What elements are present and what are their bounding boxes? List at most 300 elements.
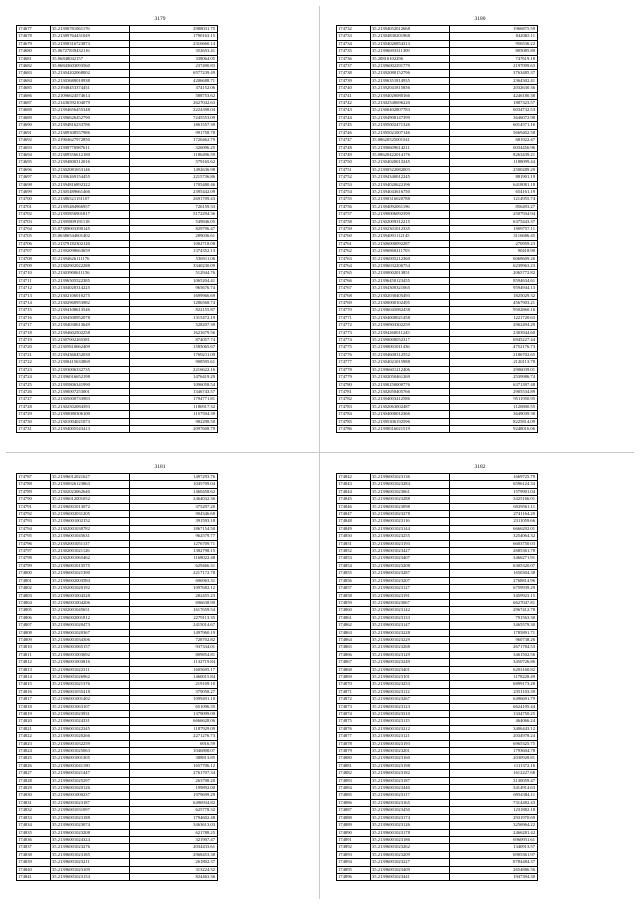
value-cell: 2691709.43	[130, 196, 218, 203]
value-cell: 6014571.16	[450, 122, 538, 129]
coefficient-cell: 35.21396001013575	[51, 562, 130, 569]
table-row	[337, 26, 538, 33]
row-id-cell: 174714	[17, 300, 51, 307]
value-cell: 965676.74	[130, 285, 218, 292]
table-row	[17, 585, 218, 592]
value-cell: 1579901.04	[450, 488, 538, 495]
table-row	[17, 329, 218, 336]
value-cell: 2120113.78	[450, 359, 538, 366]
table-row	[17, 711, 218, 718]
row-id-cell: 174869	[337, 673, 371, 680]
table-row	[337, 711, 538, 718]
coefficient-cell: 35.21305810662409	[51, 344, 130, 351]
table-row	[337, 388, 538, 395]
coefficient-cell: 35.21393006332735	[51, 366, 130, 373]
value-cell: 6496691.79	[450, 696, 538, 703]
value-cell: 1585065.67	[130, 344, 218, 351]
coefficient-cell: 35.21396001022345	[51, 725, 130, 732]
coefficient-cell: 35.21904627972850	[51, 137, 130, 144]
row-id-cell: 174724	[17, 374, 51, 381]
value-cell: 3461502.56	[450, 651, 538, 658]
value-cell: 2217172.78	[130, 570, 218, 577]
row-id-cell: 174736	[337, 55, 371, 62]
coefficient-cell: 35.21394340012245	[371, 174, 450, 181]
value-cell: 1794602.48	[130, 814, 218, 821]
page-number: 3179	[154, 16, 166, 22]
row-id-cell: 174839	[17, 859, 51, 866]
value-cell: 3459923.15	[450, 592, 538, 599]
row-id-cell: 174805	[17, 607, 51, 614]
table-row	[17, 629, 218, 636]
coefficient-cell: 35.21396001020473	[51, 622, 130, 629]
value-cell: 1315472.19	[130, 314, 218, 321]
row-id-cell: 174860	[337, 607, 371, 614]
data-table	[16, 25, 218, 433]
value-cell: 1214955.74	[450, 196, 538, 203]
row-id-cell: 174765	[337, 270, 371, 277]
table-row	[337, 474, 538, 481]
coefficient-cell: 35.21302902022288	[51, 263, 130, 270]
coefficient-cell: 35.21392001051137	[51, 540, 130, 547]
table-row	[17, 644, 218, 651]
row-id-cell: 174825	[17, 755, 51, 762]
value-cell: 536911.06	[130, 255, 218, 262]
value-cell: 1492636.98	[130, 166, 218, 173]
value-cell: 1657706.12	[130, 762, 218, 769]
row-id-cell: 174877	[337, 733, 371, 740]
row-id-cell: 174894	[337, 859, 371, 866]
table-row	[337, 159, 538, 166]
coefficient-cell: 35.21390316020788	[371, 196, 450, 203]
table-row	[337, 822, 538, 829]
row-id-cell: 174690	[17, 122, 51, 129]
coefficient-cell: 35.21390007253001	[51, 388, 130, 395]
coefficient-cell: 35.21390006092399	[371, 211, 450, 218]
table-row	[337, 548, 538, 555]
value-cell: 3254064.32	[450, 533, 538, 540]
table-row	[337, 270, 538, 277]
coefficient-cell: 35.21394800312016	[51, 159, 130, 166]
row-id-cell: 174808	[17, 629, 51, 636]
coefficient-cell: 35.21396001023201	[371, 748, 450, 755]
coefficient-cell: 35.21396002003584	[51, 577, 130, 584]
row-id-cell: 174796	[17, 540, 51, 547]
coefficient-cell: 35.06843603093560	[51, 63, 130, 70]
coefficient-cell: 35.21396001023178	[371, 829, 450, 836]
row-id-cell: 174880	[337, 755, 371, 762]
coefficient-cell: 35.21396001023401	[371, 666, 450, 673]
table-row	[17, 292, 218, 299]
coefficient-cell: 35.21396001023174	[371, 814, 450, 821]
row-id-cell: 174821	[17, 725, 51, 732]
value-cell: 5669402.58	[450, 129, 538, 136]
value-cell: 2415014.67	[130, 622, 218, 629]
table-row	[17, 77, 218, 84]
table-row	[337, 248, 538, 255]
row-id-cell: 174772	[337, 322, 371, 329]
value-cell: 1111372.16	[450, 762, 538, 769]
value-cell: 338064.05	[130, 55, 218, 62]
value-cell: 2988031.75	[130, 26, 218, 33]
coefficient-cell: 35.21396269154455	[51, 174, 130, 181]
row-id-cell: 174700	[17, 196, 51, 203]
value-cell: 696963.31	[130, 577, 218, 584]
row-id-cell: 174705	[17, 233, 51, 240]
value-cell: 728702.82	[130, 636, 218, 643]
row-id-cell: 174804	[17, 599, 51, 606]
row-id-cell: 174819	[17, 711, 51, 718]
coefficient-cell: 35.21396001023278	[371, 511, 450, 518]
value-cell: 2500289.29	[450, 166, 538, 173]
row-id-cell: 174830	[17, 792, 51, 799]
table-row	[17, 577, 218, 584]
value-cell: 856493.27	[450, 203, 538, 210]
row-id-cell: 174756	[337, 203, 371, 210]
row-id-cell: 174689	[17, 114, 51, 121]
coefficient-cell: 35.21396001023276	[51, 844, 130, 851]
table-row	[337, 785, 538, 792]
coefficient-cell: 35.21396001023227	[371, 859, 450, 866]
value-cell: 9502860.16	[450, 307, 538, 314]
row-id-cell: 174864	[337, 636, 371, 643]
row-id-cell: 174832	[17, 807, 51, 814]
coefficient-cell: 35.21396001035418	[51, 688, 130, 695]
row-id-cell: 174833	[17, 814, 51, 821]
coefficient-cell: 35.21396001023112	[371, 688, 450, 695]
value-cell: 1621679.56	[130, 329, 218, 336]
coefficient-cell: 35.21396693311309	[371, 48, 450, 55]
value-cell: 1186917.32	[130, 403, 218, 410]
table-row	[17, 622, 218, 629]
coefficient-cell: 35.21396001023207	[371, 577, 450, 584]
value-cell: 199892.00	[130, 785, 218, 792]
table-row	[17, 518, 218, 525]
value-cell: 2507934.94	[450, 211, 538, 218]
table-row	[337, 166, 538, 173]
table-row	[17, 592, 218, 599]
table-row	[17, 277, 218, 284]
coefficient-cell: 35.06848042157	[51, 55, 130, 62]
value-cell: 3465579.30	[450, 622, 538, 629]
row-id-cell: 174889	[337, 822, 371, 829]
coefficient-cell: 35.21302001045651	[51, 607, 130, 614]
row-id-cell: 174866	[337, 651, 371, 658]
coefficient-cell: 35.21396001023127	[371, 585, 450, 592]
row-id-cell: 174882	[337, 770, 371, 777]
row-id-cell: 174797	[17, 548, 51, 555]
value-cell: 219109.10	[130, 681, 218, 688]
value-cell: 1861557.39	[130, 122, 218, 129]
coefficient-cell: 35.21396001023144	[371, 525, 450, 532]
coefficient-cell: 35.21396001023101	[371, 673, 450, 680]
coefficient-cell: 35.21396450123455	[371, 277, 450, 284]
coefficient-cell: 35.21396001023142	[371, 607, 450, 614]
value-cell: 960738.26	[450, 636, 538, 643]
coefficient-cell: 35.21302023062640	[51, 488, 130, 495]
table-row	[337, 733, 538, 740]
row-id-cell: 174753	[337, 181, 371, 188]
row-id-cell: 174681	[17, 55, 51, 62]
table-row	[337, 792, 538, 799]
coefficient-cell: 35.21396001023126	[371, 822, 450, 829]
coefficient-cell: 35.21396001023136	[371, 474, 450, 481]
value-cell: 263798.20	[130, 777, 218, 784]
row-id-cell: 174745	[337, 122, 371, 129]
table-row	[17, 555, 218, 562]
table-row	[337, 48, 538, 55]
value-cell: 696638.90	[130, 599, 218, 606]
row-id-cell: 174853	[337, 555, 371, 562]
coefficient-cell: 35.21390781061176	[51, 26, 130, 33]
table-row	[17, 211, 218, 218]
row-id-cell: 174683	[17, 70, 51, 77]
coefficient-cell: 35.21394108613546	[51, 307, 130, 314]
coefficient-cell: 35.21396005212360	[371, 255, 450, 262]
row-id-cell: 174848	[337, 518, 371, 525]
coefficient-cell: 35.21395809191118	[51, 218, 130, 225]
coefficient-cell: 35.21396001023287	[371, 570, 450, 577]
table-row	[17, 703, 218, 710]
row-id-cell: 174774	[337, 337, 371, 344]
table-row	[17, 418, 218, 425]
row-id-cell: 174702	[17, 211, 51, 218]
table-row	[337, 755, 538, 762]
value-cell: 1374352.13	[130, 248, 218, 255]
row-id-cell: 174758	[337, 218, 371, 225]
table-row	[17, 718, 218, 725]
value-cell: 1097682.12	[130, 585, 218, 592]
table-row	[17, 233, 218, 240]
row-id-cell: 174893	[337, 851, 371, 858]
row-id-cell: 174845	[337, 496, 371, 503]
value-cell: 1276709.71	[130, 540, 218, 547]
row-id-cell: 174763	[337, 255, 371, 262]
row-id-cell: 174742	[337, 100, 371, 107]
value-cell: 1099491.10	[130, 696, 218, 703]
table-row	[337, 211, 538, 218]
row-id-cell: 174688	[17, 107, 51, 114]
row-id-cell: 174867	[337, 659, 371, 666]
table-row	[337, 40, 538, 47]
coefficient-cell: 35.21396001013072	[51, 503, 130, 510]
table-row	[337, 114, 538, 121]
value-cell: 2351103.39	[450, 688, 538, 695]
coefficient-cell: 35.21396001023427	[371, 548, 450, 555]
coefficient-cell: 35.21394656455348	[51, 107, 130, 114]
table-row	[337, 814, 538, 821]
coefficient-cell: 35.21396001023186	[371, 836, 450, 843]
coefficient-cell: 35.21396001023074	[51, 822, 130, 829]
value-cell: 874057.74	[130, 337, 218, 344]
value-cell: 2030928.81	[450, 755, 538, 762]
coefficient-cell: 35.21396001021447	[51, 770, 130, 777]
page-number: 3182	[474, 464, 486, 470]
row-id-cell: 174719	[17, 337, 51, 344]
row-id-cell: 174786	[337, 425, 371, 432]
row-id-cell: 174730	[17, 418, 51, 425]
value-cell: 2685361.78	[450, 548, 538, 555]
table-row	[337, 196, 538, 203]
coefficient-cell: 35.21396001023450	[371, 807, 450, 814]
table-row	[337, 33, 538, 40]
table-row	[17, 636, 218, 643]
table-row	[17, 533, 218, 540]
table-row	[17, 270, 218, 277]
value-cell: 3450726.86	[450, 659, 538, 666]
coefficient-cell: 35.21304020013245	[371, 159, 450, 166]
table-row	[17, 100, 218, 107]
table-row	[17, 203, 218, 210]
coefficient-cell: 35.21390316723873	[51, 40, 130, 47]
row-id-cell: 174826	[17, 762, 51, 769]
coefficient-cell: 35.21302502084393	[51, 403, 130, 410]
value-cell: 1867154.50	[130, 525, 218, 532]
coefficient-cell: 35.21396001023268	[371, 644, 450, 651]
row-id-cell: 174887	[337, 807, 371, 814]
value-cell: 9511950.95	[450, 396, 538, 403]
row-id-cell: 174761	[337, 240, 371, 247]
row-id-cell: 174712	[17, 285, 51, 292]
row-id-cell: 174783	[337, 403, 371, 410]
coefficient-cell: 35.21396001023185	[51, 851, 130, 858]
row-id-cell: 174811	[17, 651, 51, 658]
coefficient-cell: 35.21302009312215	[371, 218, 450, 225]
table-row	[337, 285, 538, 292]
row-id-cell: 174710	[17, 270, 51, 277]
value-cell: 681922.47	[450, 137, 538, 144]
row-id-cell: 174741	[337, 92, 371, 99]
value-cell: 937334.01	[130, 644, 218, 651]
table-row	[337, 673, 538, 680]
value-cell: 747619.18	[450, 55, 538, 62]
table-row	[17, 33, 218, 40]
coefficient-cell: 35.21392041815856	[371, 85, 450, 92]
value-cell: 2303944.60	[450, 329, 538, 336]
coefficient-cell: 35.21395856901817	[51, 211, 130, 218]
row-id-cell: 174886	[337, 799, 371, 806]
value-cell: 6627047.81	[450, 599, 538, 606]
table-row	[337, 329, 538, 336]
value-cell: 6418081.18	[450, 181, 538, 188]
row-id-cell: 174737	[337, 63, 371, 70]
table-row	[17, 548, 218, 555]
coefficient-cell: 35.21396001023267	[371, 696, 450, 703]
table-row	[337, 592, 538, 599]
data-table	[336, 473, 538, 881]
table-row	[337, 666, 538, 673]
coefficient-cell: 35.21392301012335	[371, 225, 450, 232]
value-cell: 2197099.63	[450, 63, 538, 70]
row-id-cell: 174840	[17, 866, 51, 873]
coefficient-cell: 35.21396001023198	[371, 762, 450, 769]
row-id-cell: 174837	[17, 844, 51, 851]
value-cell: 2768814.96	[450, 577, 538, 584]
table-row	[337, 292, 538, 299]
value-cell: 2967412.78	[450, 607, 538, 614]
row-id-cell: 174836	[17, 836, 51, 843]
value-cell: 2316660.14	[130, 40, 218, 47]
row-id-cell: 174794	[17, 525, 51, 532]
coefficient-cell: 35.21395002471326	[371, 122, 450, 129]
row-id-cell: 174711	[17, 277, 51, 284]
coefficient-cell: 35.21396002291779	[371, 63, 450, 70]
value-cell: 1132719.84	[130, 659, 218, 666]
row-id-cell: 174726	[17, 388, 51, 395]
coefficient-cell: 35.21396001023253	[371, 681, 450, 688]
row-id-cell: 174807	[17, 622, 51, 629]
coefficient-cell: 35.21396001025063	[51, 748, 130, 755]
row-id-cell: 174862	[337, 622, 371, 629]
value-cell: 805085.80	[450, 48, 538, 55]
table-row	[337, 381, 538, 388]
coefficient-cell: 35.21396012021627	[51, 474, 130, 481]
table-row	[17, 48, 218, 55]
value-cell: 90418.90	[450, 248, 538, 255]
table-row	[17, 866, 218, 873]
page-panel-2	[320, 0, 640, 452]
row-id-cell: 174878	[337, 740, 371, 747]
table-row	[337, 218, 538, 225]
value-cell: 2097608.79	[130, 425, 218, 432]
row-id-cell: 174699	[17, 188, 51, 195]
value-cell: 1346743.57	[130, 388, 218, 395]
table-row	[17, 107, 218, 114]
coefficient-cell: 35.21396001023117	[371, 792, 450, 799]
value-cell: 908595.61	[130, 359, 218, 366]
row-id-cell: 174789	[17, 488, 51, 495]
row-id-cell: 174732	[337, 26, 371, 33]
table-row	[17, 607, 218, 614]
value-cell: 1460458.62	[130, 488, 218, 495]
table-row	[337, 873, 538, 880]
row-id-cell: 174766	[337, 277, 371, 284]
row-id-cell: 174885	[337, 792, 371, 799]
table-row	[17, 844, 218, 851]
coefficient-cell: 35.21390250000776	[371, 381, 450, 388]
row-id-cell: 174775	[337, 344, 371, 351]
value-cell: 2364302.41	[450, 77, 538, 84]
value-cell: 1947394.30	[450, 873, 538, 880]
row-id-cell: 174817	[17, 696, 51, 703]
value-cell: 3425166.01	[450, 496, 538, 503]
table-row	[17, 851, 218, 858]
coefficient-cell: 35.21300402807783	[371, 107, 450, 114]
row-id-cell: 174685	[17, 85, 51, 92]
value-cell: 842065.11	[450, 33, 538, 40]
coefficient-cell: 35.21379182302120	[51, 240, 130, 247]
table-row	[17, 351, 218, 358]
value-cell: 1334750.25	[450, 711, 538, 718]
table-row	[17, 181, 218, 188]
table-row	[337, 240, 538, 247]
value-cell: 6305320.07	[450, 562, 538, 569]
value-cell: 7314482.43	[450, 799, 538, 806]
table-row	[337, 322, 538, 329]
table-row	[17, 503, 218, 510]
coefficient-cell: 35.21396001023211	[51, 859, 130, 866]
table-row	[17, 92, 218, 99]
value-cell: 2962494.29	[450, 322, 538, 329]
row-id-cell: 174798	[17, 555, 51, 562]
table-row	[337, 503, 538, 510]
row-id-cell: 174822	[17, 733, 51, 740]
coefficient-cell: 35.21390776987611	[51, 144, 130, 151]
table-row	[17, 411, 218, 418]
coefficient-cell: 35.06727839432116	[51, 48, 130, 55]
coefficient-cell: 35.21396001023067	[371, 599, 450, 606]
value-cell: 1096058.54	[130, 381, 218, 388]
row-id-cell: 174861	[337, 614, 371, 621]
